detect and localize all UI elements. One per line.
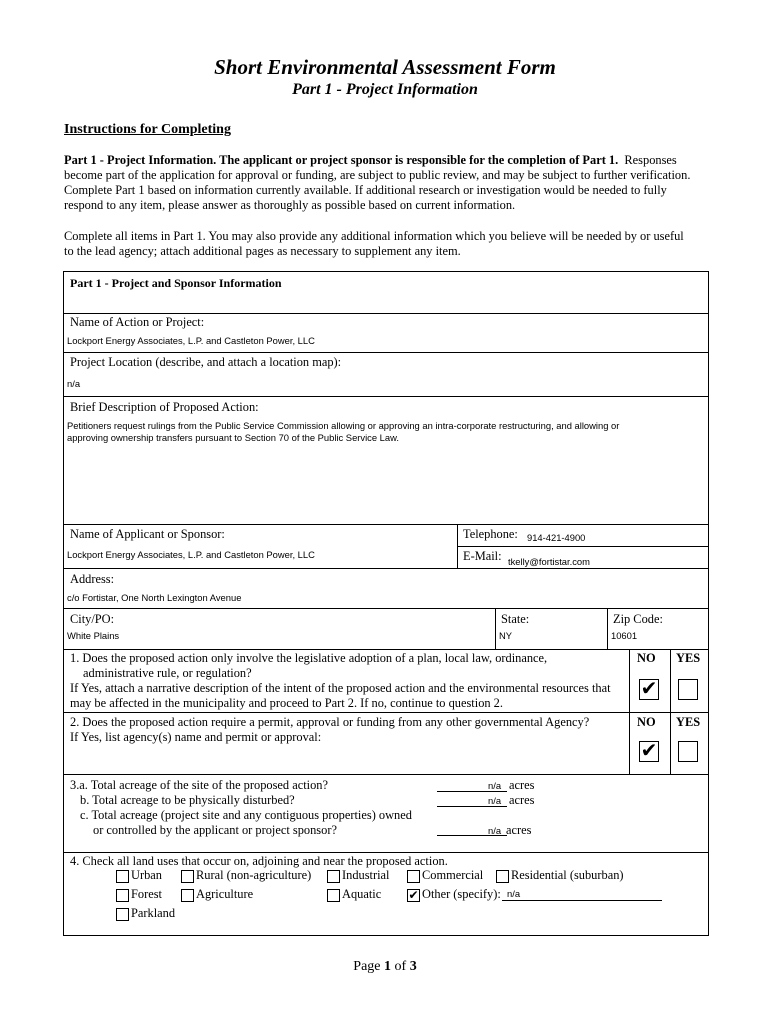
description-line: Petitioners request rulings from the Public Service Commission allowing or approving an intra-corporate restructuring, and allowing or [67, 420, 620, 431]
question-2-line: If Yes, list agency(s) name and permit or approval: [70, 730, 322, 744]
action-name-field[interactable]: Lockport Energy Associates, L.P. and Castleton Power, LLC [67, 335, 315, 346]
land-use-agriculture-checkbox[interactable] [181, 889, 194, 902]
question-3a-field[interactable]: n/a [488, 780, 502, 791]
telephone-label: Telephone: [463, 527, 518, 541]
land-use-other-checkbox[interactable]: ✔ [408, 888, 419, 902]
description-field[interactable] [67, 420, 687, 444]
email-field[interactable]: tkelly@fortistar.com [508, 556, 590, 567]
page-prefix: Page [353, 959, 381, 974]
instructions-heading: Instructions for Completing [64, 122, 231, 137]
question-1-text [70, 651, 611, 711]
question-1-line: administrative rule, or regulation? [83, 666, 252, 680]
question-1-no-checkbox[interactable]: ✔ [640, 678, 658, 700]
question-4-label: 4. Check all land uses that occur on, adjoining and near the proposed action. [70, 854, 448, 868]
land-use-commercial-checkbox[interactable] [407, 870, 420, 883]
description-line: approving ownership transfers pursuant to Section 70 of the Public Service Law. [67, 432, 399, 443]
question-2-yes-header: YES [676, 715, 701, 729]
question-1-line: may be affected in the municipality and proceed to Part 2. If no, continue to question 2. [70, 696, 503, 710]
land-use-other-label: Other (specify): [422, 887, 501, 901]
instructions-p1-line: respond to any item, please answer as thoroughly as possible based on current information. [64, 198, 516, 212]
state-field[interactable]: NY [499, 630, 513, 641]
question-3a-label: 3.a. Total acreage of the site of the proposed action? [70, 778, 328, 792]
question-2-line: 2. Does the proposed action require a permit, approval or funding from any other governmental Agency? [70, 715, 590, 729]
zip-field[interactable]: 10601 [611, 630, 638, 641]
question-3b-label: b. Total acreage to be physically disturbed? [80, 793, 295, 807]
land-use-urban-label: Urban [131, 868, 162, 882]
question-3c-field[interactable]: n/a [488, 825, 502, 836]
question-2-yes-checkbox[interactable] [678, 741, 698, 762]
instructions-p1-line: Complete Part 1 based on information currently available. If additional research or investigation would be needed to fully [64, 183, 667, 197]
question-1-line: If Yes, attach a narrative description of the intent of the proposed action and the environmental resources that [70, 681, 611, 695]
project-location-field[interactable]: n/a [67, 378, 81, 389]
page-total: 3 [409, 959, 417, 974]
land-use-agriculture-label: Agriculture [196, 887, 254, 901]
land-use-industrial-label: Industrial [342, 868, 390, 882]
question-3a-unit: acres [509, 778, 535, 792]
land-use-rural-label: Rural (non-agriculture) [196, 868, 312, 882]
project-location-label: Project Location (describe, and attach a location map): [70, 355, 342, 369]
instructions-p1-bold: Part 1 - Project Information. The applicant or project sponsor is responsible for the completion of Part 1. [64, 153, 619, 167]
form-title: Short Environmental Assessment Form [214, 55, 556, 79]
land-use-other-field[interactable]: n/a [507, 888, 521, 899]
city-label: City/PO: [70, 612, 115, 626]
land-use-parkland-checkbox[interactable] [116, 908, 129, 921]
land-use-residential-label: Residential (suburban) [511, 868, 624, 882]
instructions-paragraph-2 [64, 229, 724, 259]
description-label: Brief Description of Proposed Action: [70, 400, 259, 414]
instructions-p2-line: to the lead agency; attach additional pages as necessary to supplement any item. [64, 244, 461, 258]
instructions-paragraph-1 [64, 153, 724, 213]
question-3c-label-2: or controlled by the applicant or project sponsor? [93, 823, 337, 837]
question-1-yes-header: YES [676, 651, 701, 665]
section-heading: Part 1 - Project and Sponsor Information [70, 276, 282, 290]
project-info-form [63, 271, 709, 936]
instructions-p1-line: Responses [624, 153, 677, 167]
question-2-no-checkbox[interactable]: ✔ [640, 740, 658, 762]
land-use-aquatic-checkbox[interactable] [327, 889, 340, 902]
email-label: E-Mail: [463, 549, 502, 563]
land-use-forest-label: Forest [131, 887, 162, 901]
zip-label: Zip Code: [613, 612, 663, 626]
land-use-rural-checkbox[interactable] [181, 870, 194, 883]
instructions-p1-line: become part of the application for approval or funding, are subject to public review, and may be subject to further verification. [64, 168, 691, 182]
land-use-industrial-checkbox[interactable] [327, 870, 340, 883]
city-field[interactable]: White Plains [67, 630, 120, 641]
question-3c-label-1: c. Total acreage (project site and any contiguous properties) owned [80, 808, 412, 822]
question-2-no-header: NO [637, 715, 656, 729]
question-3b-unit: acres [509, 793, 535, 807]
action-name-label: Name of Action or Project: [70, 315, 205, 329]
question-2-text [70, 715, 589, 745]
land-use-forest-checkbox[interactable] [116, 889, 129, 902]
applicant-field[interactable]: Lockport Energy Associates, L.P. and Castleton Power, LLC [67, 549, 315, 560]
question-1-yes-checkbox[interactable] [678, 679, 698, 700]
page-number: 1 [384, 959, 392, 974]
land-use-aquatic-label: Aquatic [342, 887, 382, 901]
land-use-residential-checkbox[interactable] [496, 870, 509, 883]
question-3c-unit: acres [506, 823, 532, 837]
state-label: State: [501, 612, 530, 626]
instructions-p2-line: Complete all items in Part 1. You may also provide any additional information which you believe will be needed by or useful [64, 229, 684, 243]
address-label: Address: [70, 572, 115, 586]
land-use-commercial-label: Commercial [422, 868, 484, 882]
applicant-label: Name of Applicant or Sponsor: [70, 527, 225, 541]
question-3b-field[interactable]: n/a [488, 795, 502, 806]
land-use-parkland-label: Parkland [131, 906, 176, 920]
question-1-line: 1. Does the proposed action only involve the legislative adoption of a plan, local law, ordinance, [70, 651, 548, 665]
land-use-urban-checkbox[interactable] [116, 870, 129, 883]
page-of: of [394, 959, 407, 974]
question-1-no-header: NO [637, 651, 656, 665]
telephone-field[interactable]: 914-421-4900 [527, 532, 586, 543]
address-field[interactable]: c/o Fortistar, One North Lexington Avenue [67, 592, 242, 603]
form-subtitle: Part 1 - Project Information [292, 81, 478, 98]
page-indicator [0, 959, 770, 975]
